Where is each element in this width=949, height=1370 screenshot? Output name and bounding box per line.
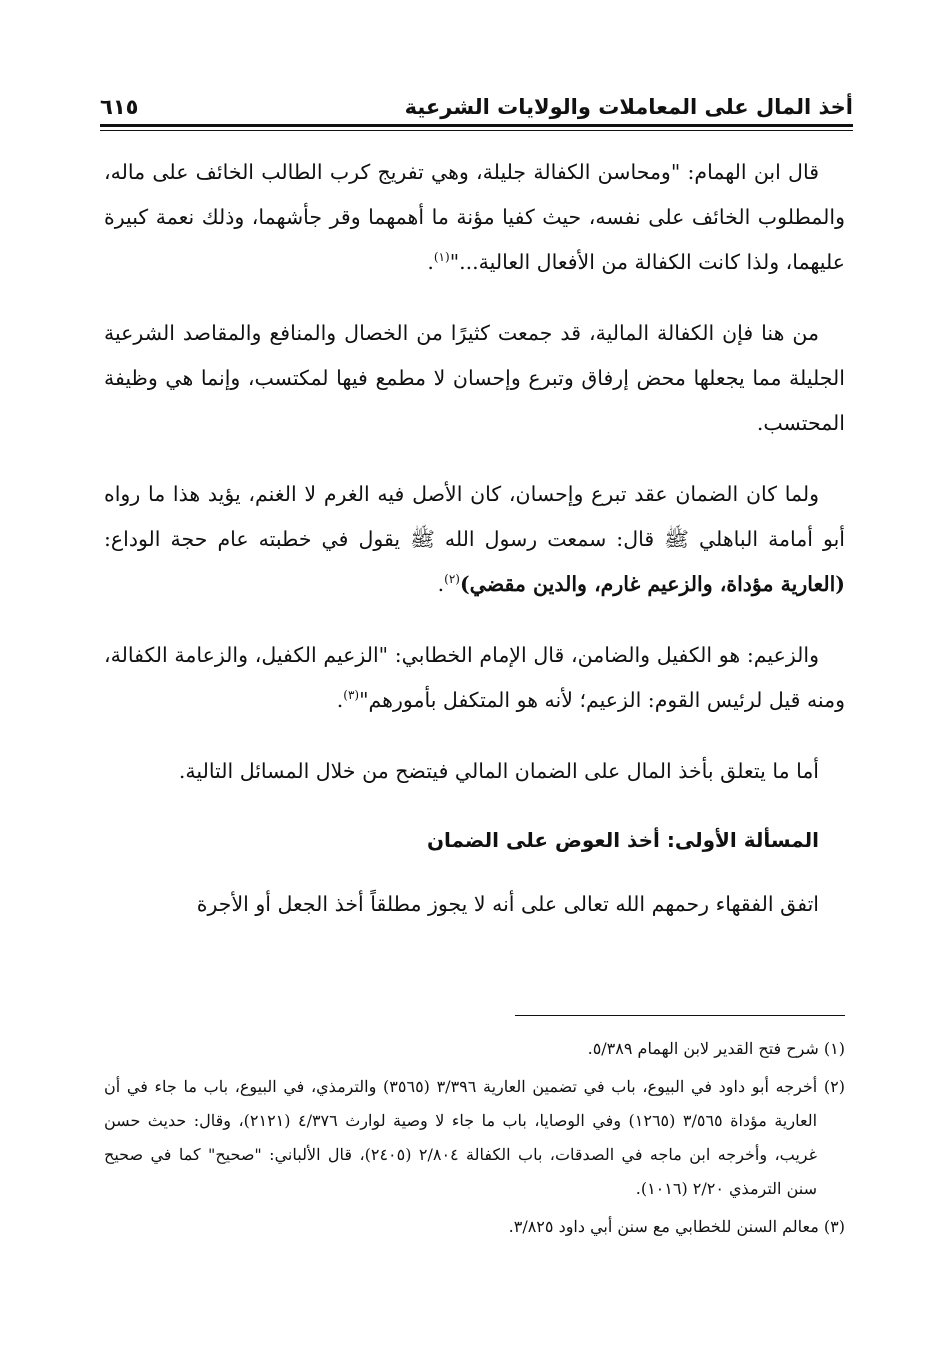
paragraph-1-text: قال ابن الهمام: "ومحاسن الكفالة جليلة، وهي تفريج كرب الطالب الخائف على ماله، والمطلوب الخائف على نفسه، حيث كفيا مؤنة ما أهمهما وقر جأشهما، وذلك نعمة كبيرة عليهما، ولذا كانت الكفالة من الأفعال العالية..." (104, 160, 845, 274)
footnote-2: (٢) أخرجه أبو داود في البيوع، باب في تضمين العارية ٣/٣٩٦ (٣٥٦٥) والترمذي، في البيوع، باب ما جاء في أن العارية مؤداة ٣/٥٦٥ (١٢٦٥) وفي الوصايا، باب ما جاء لا وصية لوارث ٤/٣٧٦ (٢١٢١)، وقال: حديث حسن غريب، وأخرجه ابن ماجه في الصدقات، باب الكفالة ٢/٨٠٤ (٢٤٠٥)، قال الألباني: "صحيح" كما في صحيح سنن الترمذي ٢/٢٠ (١٠١٦). (104, 1077, 846, 1198)
header-rule-thin (100, 130, 853, 131)
paragraph-2-text: من هنا فإن الكفالة المالية، قد جمعت كثيرًا من الخصال والمنافع والمقاصد الشرعية الجليلة مما يجعلها محض إرفاق وتبرع وإحسان لا مطمع فيها لمكتسب، وإنما هي وظيفة المحتسب. (104, 321, 845, 435)
footnote-3: (٣) معالم السنن للخطابي مع سنن أبي داود ٣/٨٢٥. (508, 1217, 845, 1236)
footnote-1: (١) شرح فتح القدير لابن الهمام ٥/٣٨٩. (587, 1039, 845, 1058)
paragraph-4 (104, 633, 845, 723)
footnote-ref-2: (٢) (444, 572, 460, 587)
header-rule-thick (100, 124, 853, 127)
paragraph-5-text: أما ما يتعلق بأخذ المال على الضمان المالي فيتضح من خلال المسائل التالية. (178, 759, 819, 783)
running-title: أخذ المال على المعاملات والولايات الشرعية (404, 95, 853, 119)
section-heading: المسألة الأولى: أخذ العوض على الضمان (426, 828, 819, 852)
paragraph-6 (104, 882, 845, 927)
paragraph-1-tail: . (427, 250, 434, 274)
footnote-ref-3: (٣) (343, 688, 360, 703)
footnote-ref-1: (١) (433, 250, 450, 265)
paragraph-4-text: والزعيم: هو الكفيل والضامن، قال الإمام الخطابي: "الزعيم الكفيل، والزعامة الكفالة، ومنه قيل لرئيس القوم: الزعيم؛ لأنه هو المتكفل بأمورهم" (104, 643, 845, 712)
footnotes (104, 1032, 845, 1248)
page-number: ٦١٥ (100, 95, 139, 119)
body-text (104, 150, 845, 953)
paragraph-3-tail: . (437, 572, 445, 596)
paragraph-3 (104, 472, 845, 607)
hadith-quote: (العارية مؤداة، والزعيم غارم، والدين مقضي) (459, 572, 845, 596)
paragraph-5 (104, 749, 845, 794)
paragraph-6-text: اتفق الفقهاء رحمهم الله تعالى على أنه لا يجوز مطلقاً أخذ الجعل أو الأجرة (196, 892, 819, 916)
paragraph-2 (104, 311, 845, 446)
paragraph-1 (104, 150, 845, 285)
footnote-separator (515, 1015, 845, 1016)
paragraph-4-tail: . (336, 688, 344, 712)
page-header (100, 86, 853, 122)
paragraph-3-text: ولما كان الضمان عقد تبرع وإحسان، كان الأصل فيه الغرم لا الغنم، يؤيد هذا ما رواه أبو أمامة الباهلي ﷺ قال: سمعت رسول الله ﷺ يقول في خطبته عام حجة الوداع: (104, 482, 845, 551)
